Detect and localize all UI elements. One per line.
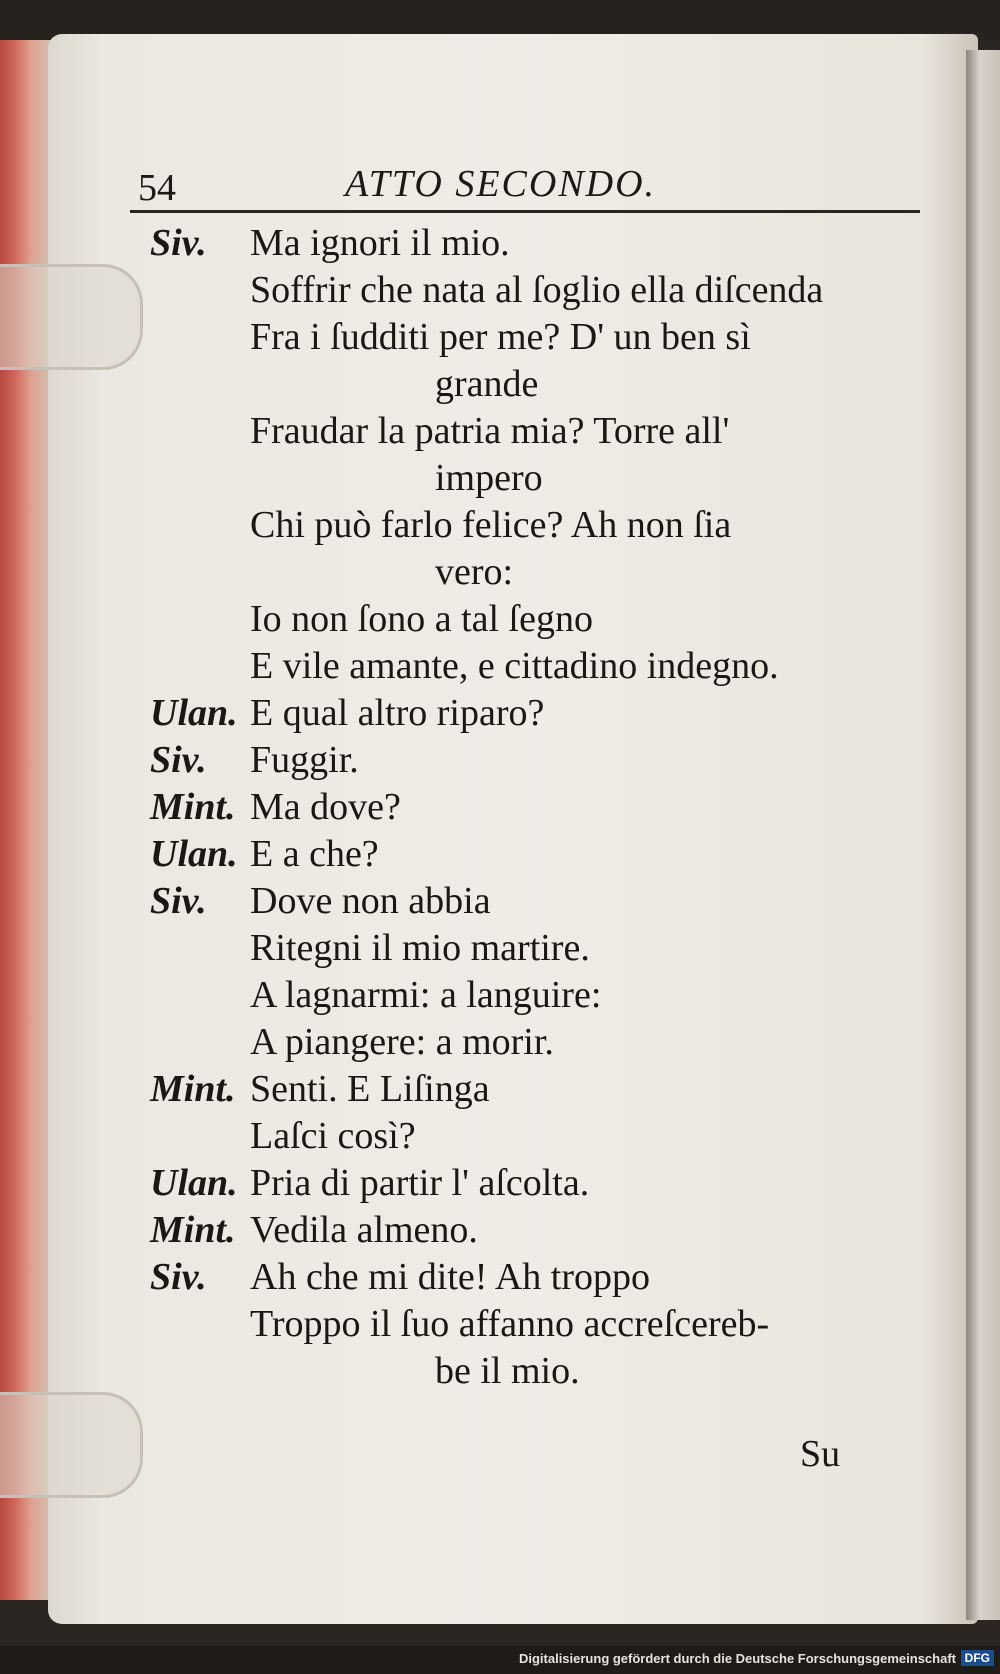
verse-line bbox=[150, 314, 920, 361]
verse-line bbox=[150, 596, 920, 643]
verse-text: Fuggir. bbox=[250, 739, 359, 781]
verse-text: E qual altro riparo? bbox=[250, 692, 545, 734]
verse-line bbox=[150, 831, 920, 878]
verse-line bbox=[150, 1348, 920, 1395]
verse-text: Vedila almeno. bbox=[250, 1209, 478, 1251]
speaker-label: Ulan. bbox=[150, 1162, 238, 1204]
verse-continuation: be il mio. bbox=[435, 1350, 580, 1392]
verse-text: Chi può farlo felice? Ah non ſia bbox=[250, 504, 732, 546]
verse-line bbox=[150, 925, 920, 972]
speaker-label: Siv. bbox=[150, 880, 207, 922]
digitization-credit: Digitalisierung gefördert durch die Deutsche Forschungsgemeinschaft bbox=[518, 1651, 956, 1666]
verse-text: Senti. E Liſinga bbox=[250, 1068, 490, 1110]
verse-line bbox=[150, 737, 920, 784]
verse-text: A piangere: a morir. bbox=[250, 1021, 554, 1063]
verse-line bbox=[150, 220, 920, 267]
speaker-label: Ulan. bbox=[150, 833, 238, 875]
verse-text: E vile amante, e cittadino indegno. bbox=[250, 645, 779, 687]
verse-continuation: grande bbox=[435, 363, 539, 405]
verse-line bbox=[150, 643, 920, 690]
speaker-label: Mint. bbox=[150, 786, 236, 828]
verse-text: Laſci così? bbox=[250, 1115, 416, 1157]
verse-text: Soffrir che nata al ſoglio ella diſcenda bbox=[250, 269, 824, 311]
verse-line bbox=[150, 267, 920, 314]
catchword: Su bbox=[800, 1433, 841, 1475]
verse-text: E a che? bbox=[250, 833, 379, 875]
speaker-label: Mint. bbox=[150, 1209, 236, 1251]
verse-line bbox=[150, 784, 920, 831]
verse-text: Troppo il ſuo affanno accreſcereb- bbox=[250, 1303, 770, 1345]
verse-line bbox=[150, 690, 920, 737]
verse-text: Dove non abbia bbox=[250, 880, 491, 922]
running-head bbox=[130, 160, 920, 213]
verse-line bbox=[150, 1207, 920, 1254]
verse-line bbox=[150, 361, 920, 408]
verse-line bbox=[150, 1019, 920, 1066]
verse-text: Fra i ſudditi per me? D' un ben sì bbox=[250, 316, 751, 358]
verse-text: Ritegni il mio martire. bbox=[250, 927, 590, 969]
speaker-label: Siv. bbox=[150, 222, 207, 264]
verse-line bbox=[150, 1254, 920, 1301]
play-text bbox=[150, 220, 920, 1395]
verse-line bbox=[150, 878, 920, 925]
verse-line bbox=[150, 1301, 920, 1348]
page-title: ATTO SECONDO. bbox=[345, 163, 657, 205]
verse-line bbox=[150, 972, 920, 1019]
page-clip-top bbox=[0, 264, 143, 370]
verse-text: Pria di partir l' aſcolta. bbox=[250, 1162, 590, 1204]
dfg-logo: DFG bbox=[961, 1650, 994, 1666]
verse-line bbox=[150, 502, 920, 549]
speaker-label: Siv. bbox=[150, 739, 207, 781]
facing-page-edge bbox=[966, 50, 1000, 1620]
verse-continuation: vero: bbox=[435, 551, 514, 593]
page-number: 54 bbox=[138, 167, 176, 209]
verse-line bbox=[150, 1160, 920, 1207]
verse-text: Ma ignori il mio. bbox=[250, 222, 510, 264]
verse-text: Io non ſono a tal ſegno bbox=[250, 598, 593, 640]
verse-text: Ma dove? bbox=[250, 786, 401, 828]
verse-line bbox=[150, 408, 920, 455]
verse-text: A lagnarmi: a languire: bbox=[250, 974, 602, 1016]
verse-line bbox=[150, 455, 920, 502]
speaker-label: Ulan. bbox=[150, 692, 238, 734]
verse-line bbox=[150, 1066, 920, 1113]
speaker-label: Siv. bbox=[150, 1256, 207, 1298]
page-clip-bottom bbox=[0, 1392, 143, 1498]
verse-text: Fraudar la patria mia? Torre all' bbox=[250, 410, 730, 452]
verse-continuation: impero bbox=[435, 457, 543, 499]
verse-line bbox=[150, 549, 920, 596]
speaker-label: Mint. bbox=[150, 1068, 236, 1110]
verse-line bbox=[150, 1113, 920, 1160]
verse-text: Ah che mi dite! Ah troppo bbox=[250, 1256, 650, 1298]
